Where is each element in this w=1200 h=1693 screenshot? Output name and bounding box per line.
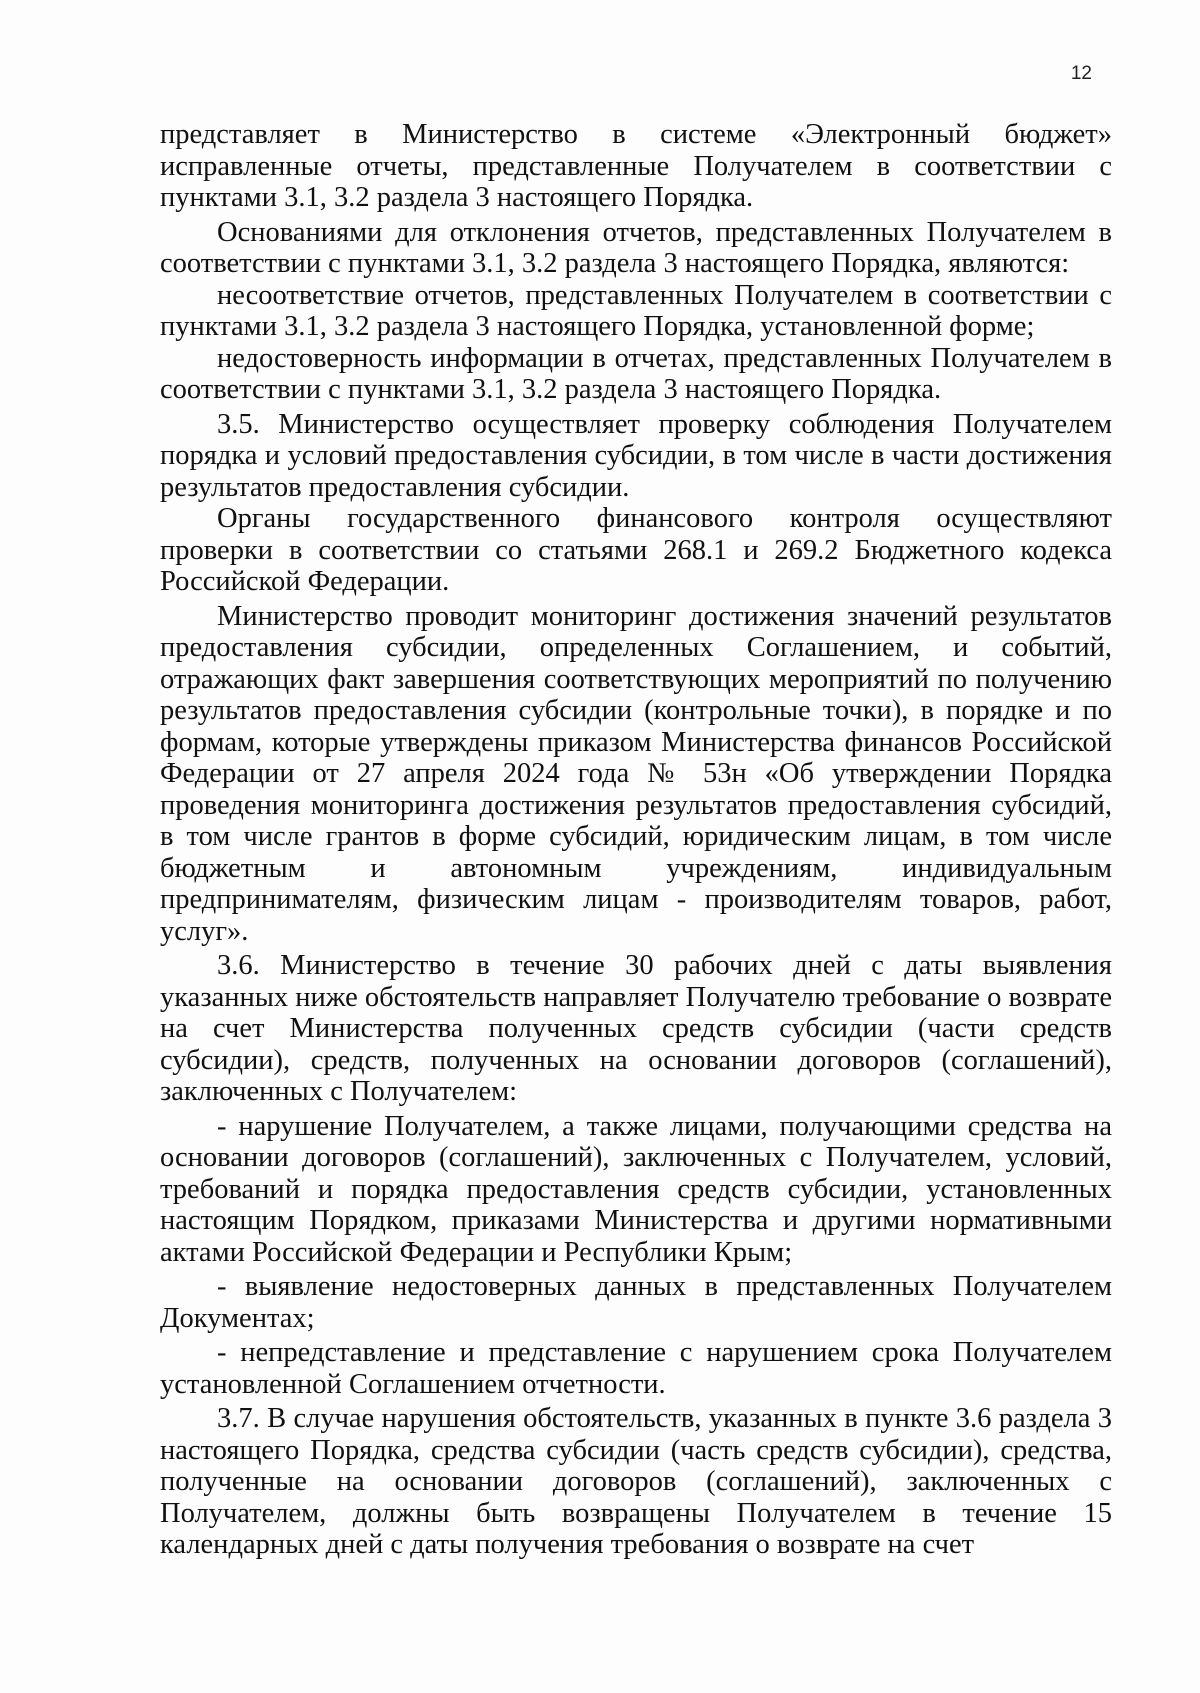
document-body — [160, 119, 1112, 1561]
paragraph-rejection-nonconformity: несоответствие отчетов, представленных Получателем в соответствии с пунктами 3.1, 3.2 раздела 3 настоящего Порядка, установленной форме; — [160, 279, 1112, 342]
list-item-violation: - нарушение Получателем, а также лицами, получающими средства на основании договоров (соглашений), заключенных с Получателем, условий, требований и порядка предоставления средств субсидии, установленных настоящим Порядком, приказами Министерства и другими нормативными актами Российской Федерации и Республики Крым; — [160, 1110, 1112, 1268]
paragraph-rejection-grounds: Основаниями для отклонения отчетов, представленных Получателем в соответствии с пунктами 3.1, 3.2 раздела 3 настоящего Порядка, являются: — [160, 216, 1112, 279]
paragraph-3-5: 3.5. Министерство осуществляет проверку соблюдения Получателем порядка и условий предоставления субсидии, в том числе в части достижения результатов предоставления субсидии. — [160, 408, 1112, 503]
paragraph-monitoring: Министерство проводит мониторинг достижения значений результатов предоставления субсидии, определенных Соглашением, и событий, отражающих факт завершения соответствующих мероприятий по получению результатов предоставления субсидии (контрольные точки), в порядке и по формам, которые утверждены приказом Министерства финансов Российской Федерации от 27 апреля 2024 года № 53н «Об утверждении Порядка проведения мониторинга достижения результатов предоставления субсидий, в том числе грантов в форме субсидий, юридическим лицам, в том числе бюджетным и автономным учреждениям, индивидуальным предпринимателям, физическим лицам - производителям товаров, работ, услуг». — [160, 600, 1112, 947]
list-item-reporting: - непредставление и представление с нарушением срока Получателем установленной Соглашением отчетности. — [160, 1337, 1112, 1400]
paragraph-rejection-unreliability: недостоверность информации в отчетах, представленных Получателем в соответствии с пунктами 3.1, 3.2 раздела 3 настоящего Порядка. — [160, 342, 1112, 405]
page-number: 12 — [1070, 63, 1092, 84]
paragraph-3-7: 3.7. В случае нарушения обстоятельств, указанных в пункте 3.6 раздела 3 настоящего Порядка, средства субсидии (часть средств субсидии), средства, полученные на основании договоров (соглашений), заключенных с Получателем, должны быть возвращены Получателем в течение 15 календарных дней с даты получения требования о возврате на счет — [160, 1403, 1112, 1560]
paragraph-financial-control: Органы государственного финансового контроля осуществляют проверки в соответствии со статьями 268.1 и 269.2 Бюджетного кодекса Российской Федерации. — [160, 503, 1112, 597]
paragraph-continuation: представляет в Министерство в системе «Электронный бюджет» исправленные отчеты, представленные Получателем в соответствии с пунктами 3.1, 3.2 раздела 3 настоящего Порядка. — [160, 119, 1112, 213]
list-item-false-data: - выявление недостоверных данных в представленных Получателем Документах; — [160, 1271, 1112, 1334]
paragraph-3-6: 3.6. Министерство в течение 30 рабочих дней с даты выявления указанных ниже обстоятельств направляет Получателю требование о возврате на счет Министерства полученных средств субсидии (части средств субсидии), средств, полученных на основании договоров (соглашений), заключенных с Получателем: — [160, 950, 1112, 1107]
